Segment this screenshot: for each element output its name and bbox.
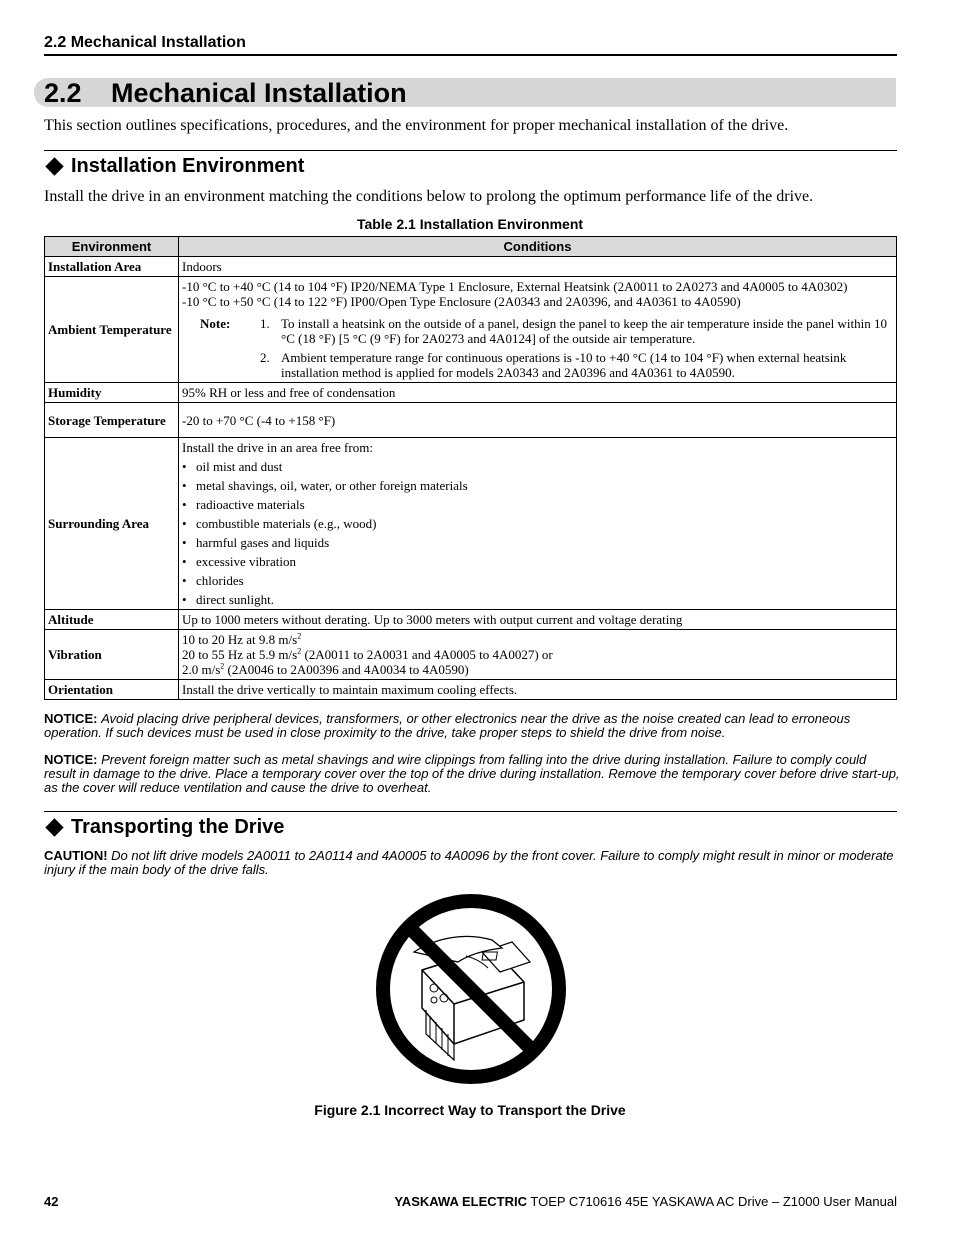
bullet-icon: •: [182, 573, 187, 588]
vibration-text: (2A0011 to 2A0031 and 4A0005 to 4A0027) or: [301, 647, 553, 662]
vibration-text: 2.0 m/s: [182, 662, 221, 677]
bullet-icon: •: [182, 459, 187, 474]
table-row: [45, 403, 897, 438]
row-label: Altitude: [45, 610, 179, 630]
notice-2: [44, 753, 900, 795]
caution-text: Do not lift drive models 2A0011 to 2A0114 and 4A0005 to 4A0096 by the front cover. Failure to comply might result in minor or moderate injury if the main body of the drive falls.: [44, 848, 894, 877]
table-row: [45, 257, 897, 277]
page-number: 42: [44, 1194, 59, 1209]
section-title: Mechanical Installation: [111, 78, 407, 108]
install-env-heading-wrap: [44, 155, 304, 178]
superscript: 2: [220, 661, 225, 671]
ambient-line: -10 °C to +50 °C (14 to 122 °F) IP00/Open Type Enclosure (2A0343 and 2A0396, and 4A0361 to 4A0590): [182, 294, 741, 309]
bullet-icon: •: [182, 592, 187, 607]
section-intro: This section outlines specifications, procedures, and the environment for proper mechanical installation of the drive.: [44, 117, 789, 134]
row-label: Installation Area: [45, 257, 179, 277]
row-value: 95% RH or less and free of condensation: [179, 383, 897, 403]
table-row: [45, 630, 897, 680]
list-item-text: direct sunlight.: [196, 592, 274, 607]
bullet-icon: •: [182, 497, 187, 512]
vibration-text: (2A0046 to 2A00396 and 4A0034 to 4A0590): [224, 662, 469, 677]
list-item: [182, 459, 893, 474]
row-value: Install the drive vertically to maintain maximum cooling effects.: [179, 680, 897, 700]
vibration-line: [182, 662, 893, 677]
surrounding-list: [182, 459, 893, 607]
list-item-text: combustible materials (e.g., wood): [196, 516, 377, 531]
list-item-text: chlorides: [196, 573, 244, 588]
list-item: [182, 478, 893, 493]
row-label: Surrounding Area: [45, 438, 179, 610]
list-item: [182, 497, 893, 512]
caution: [44, 849, 900, 877]
notice-text: Avoid placing drive peripheral devices, transformers, or other electronics near the drive as the noise created can lead to erroneous operation. If such devices must be used in close proximity to the drive, take proper steps to shield the drive from noise.: [44, 711, 851, 740]
list-item: [182, 516, 893, 531]
table-caption: Table 2.1 Installation Environment: [356, 216, 584, 232]
row-label: Storage Temperature: [45, 403, 179, 438]
table-row: [45, 383, 897, 403]
list-item-text: metal shavings, oil, water, or other foreign materials: [196, 478, 468, 493]
footer-doc: TOEP C710616 45E YASKAWA AC Drive – Z1000 User Manual: [530, 1194, 897, 1209]
note-text: To install a heatsink on the outside of a panel, design the panel to keep the air temperature inside the panel within 10 °C (18 °F) [5 °C (9 °F) for 2A0273 and 4A0124] of the outside air temperature.: [281, 316, 887, 346]
row-value: [179, 630, 897, 680]
notice-label: NOTICE:: [44, 752, 98, 767]
notice-label: NOTICE:: [44, 711, 98, 726]
list-item: [182, 554, 893, 569]
list-item-text: excessive vibration: [196, 554, 296, 569]
ambient-note: [182, 316, 893, 380]
running-header: 2.2 Mechanical Installation: [44, 34, 246, 51]
bullet-icon: •: [182, 535, 187, 550]
vibration-line: [182, 647, 893, 662]
row-label: Humidity: [45, 383, 179, 403]
note-number: 1.: [260, 316, 270, 331]
table-row: [45, 610, 897, 630]
list-item-text: harmful gases and liquids: [196, 535, 330, 550]
note-number: 2.: [260, 350, 270, 365]
note-label: Note:: [200, 316, 231, 331]
list-item: [182, 592, 893, 607]
table-row: [45, 277, 897, 383]
vibration-text: 20 to 55 Hz at 5.9 m/s: [182, 647, 298, 662]
prohibited-transport-figure: [374, 892, 568, 1086]
list-item: [182, 535, 893, 550]
note-item: [260, 316, 893, 346]
caution-label: CAUTION!: [44, 848, 108, 863]
row-label: Orientation: [45, 680, 179, 700]
table-row: [45, 438, 897, 610]
row-value: -20 to +70 °C (-4 to +158 °F): [179, 403, 897, 438]
note-item: [260, 350, 893, 380]
col-conditions: Conditions: [179, 237, 897, 257]
diamond-bullet-icon: [45, 157, 63, 175]
transport-heading: Transporting the Drive: [71, 816, 285, 838]
table-header-row: [45, 237, 897, 257]
bullet-icon: •: [182, 554, 187, 569]
superscript: 2: [297, 631, 302, 641]
vibration-text: 10 to 20 Hz at 9.8 m/s: [182, 632, 298, 647]
footer-brand: YASKAWA ELECTRIC: [394, 1194, 527, 1209]
col-environment: Environment: [45, 237, 179, 257]
section-divider: [44, 150, 897, 151]
row-value: [179, 438, 897, 610]
row-label: Ambient Temperature: [45, 277, 179, 383]
vibration-line: [182, 632, 893, 647]
surrounding-intro: Install the drive in an area free from:: [182, 440, 373, 455]
installation-environment-table: [44, 236, 897, 700]
ambient-line: -10 °C to +40 °C (14 to 104 °F) IP20/NEMA Type 1 Enclosure, External Heatsink (2A0011 to 2A0273 and 4A0005 to 4A0302): [182, 279, 848, 294]
section-divider: [44, 811, 897, 812]
list-item: [182, 573, 893, 588]
diamond-bullet-icon: [45, 818, 63, 836]
table-row: [45, 680, 897, 700]
list-item-text: radioactive materials: [196, 497, 305, 512]
header-rule: [44, 54, 897, 56]
row-value: Indoors: [179, 257, 897, 277]
install-env-heading: Installation Environment: [71, 155, 305, 177]
list-item-text: oil mist and dust: [196, 459, 283, 474]
footer-text: [394, 1194, 897, 1209]
transport-heading-wrap: [44, 816, 284, 839]
bullet-icon: •: [182, 478, 187, 493]
note-text: Ambient temperature range for continuous operations is -10 to +40 °C (14 to 104 °F) when external heatsink installation method is applied for models 2A0343 and 2A0396 and 4A0361 to 4A0590.: [281, 350, 847, 380]
install-env-intro: Install the drive in an environment matching the conditions below to prolong the optimum performance life of the drive.: [44, 188, 814, 205]
row-value: [179, 277, 897, 383]
notice-text: Prevent foreign matter such as metal shavings and wire clippings from falling into the drive during installation. Failure to comply could result in damage to the drive. Place a temporary cover over the top of the drive during installation. Remove the temporary cover before drive start-up, as the cover will reduce ventilation and cause the drive to overheat.: [44, 752, 900, 795]
section-number: 2.2: [44, 78, 82, 108]
row-label: Vibration: [45, 630, 179, 680]
figure-caption: Figure 2.1 Incorrect Way to Transport the Drive: [314, 1102, 626, 1118]
row-value: Up to 1000 meters without derating. Up to 3000 meters with output current and voltage derating: [179, 610, 897, 630]
bullet-icon: •: [182, 516, 187, 531]
notice-1: [44, 712, 900, 740]
superscript: 2: [297, 646, 302, 656]
